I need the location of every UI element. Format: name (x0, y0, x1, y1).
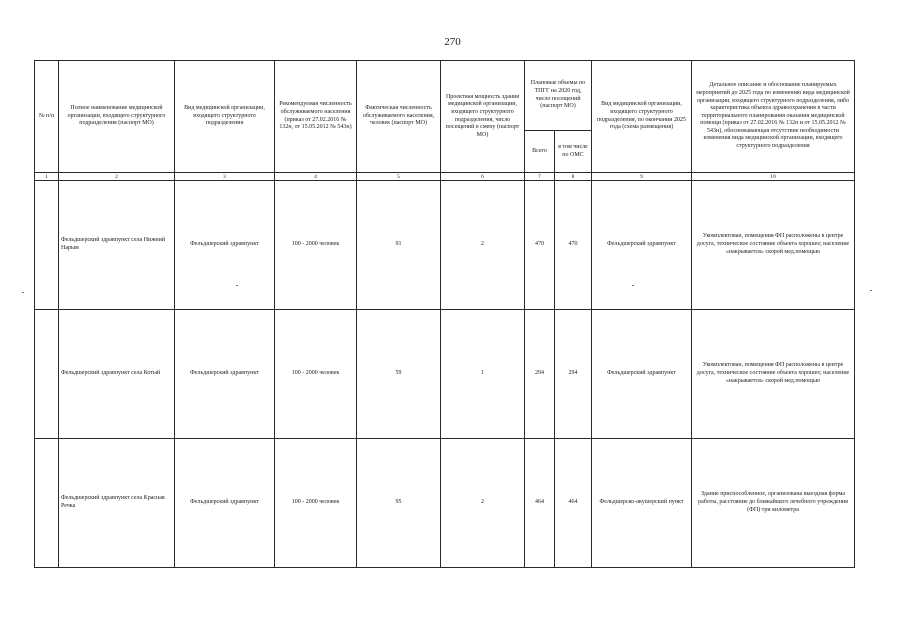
column-number: 5 (357, 173, 441, 181)
column-number: 6 (441, 173, 525, 181)
cell-kind-2025: Фельдшерский здравпункт (592, 181, 692, 310)
column-number: 8 (555, 173, 592, 181)
facilities-table (34, 60, 855, 568)
cell-capacity: 1 (441, 310, 525, 439)
scan-speck (632, 285, 634, 286)
header-oms: в том числе по ОМС (555, 131, 592, 173)
table-row (35, 310, 855, 439)
page-number: 270 (444, 36, 461, 48)
header-actual-population: Фактическая численность обслуживаемого населения, человек (паспорт МО) (357, 61, 441, 173)
cell-actual: 95 (357, 439, 441, 568)
header-planned-volumes: Плановые объемы по ТПГГ на 2020 год, число посещений (паспорт МО) (525, 61, 592, 131)
cell-oms: 294 (555, 310, 592, 439)
column-number: 7 (525, 173, 555, 181)
scan-speck (870, 290, 872, 291)
cell-total: 464 (525, 439, 555, 568)
cell-number (35, 439, 59, 568)
cell-number (35, 181, 59, 310)
cell-kind: Фельдшерский здравпункт (175, 439, 275, 568)
header-design-capacity: Проектная мощность здания медицинской организации, входящего структурного подразделения, число посещений в смену (паспорт МО) (441, 61, 525, 173)
cell-actual: 91 (357, 181, 441, 310)
cell-recommended: 100 - 2000 человек (275, 439, 357, 568)
column-number: 1 (35, 173, 59, 181)
table-row (35, 181, 855, 310)
cell-kind-2025: Фельдшерский здравпункт (592, 310, 692, 439)
cell-recommended: 100 - 2000 человек (275, 310, 357, 439)
scan-speck (22, 292, 24, 293)
cell-actual: 59 (357, 310, 441, 439)
column-number: 3 (175, 173, 275, 181)
cell-number (35, 310, 59, 439)
header-description: Детальное описание и обоснование планируемых мероприятий до 2025 года по изменению вида медицинской организации, входящего структурного подразделения, либо характеристика объекта здравоохранения в части территориального планирования оказания медицинской помощи (приказ от 27.02.2016 № 132н и от 15.05.2012 № 543н), обосновывающая отсутствие необходимости изменения вида медицинской организации, входящего структурного подразделения (692, 61, 855, 173)
column-number: 4 (275, 173, 357, 181)
cell-description: Укомплектован, помещения ФП расположены в центре досуга, техническое состояние объекта хорошее; население «накрывается» скорой мед.помощью (692, 310, 855, 439)
cell-description: Укомплектован, помещения ФП расположены в центре досуга, техническое состояние объекта хорошее; население «накрывается» скорой мед.помощью (692, 181, 855, 310)
header-number: № п/п (35, 61, 59, 173)
cell-kind: Фельдшерский здравпункт (175, 181, 275, 310)
scan-speck (236, 285, 238, 286)
cell-total: 470 (525, 181, 555, 310)
cell-total: 294 (525, 310, 555, 439)
header-org-type: Вид медицинской организации, входящего структурного подразделения (175, 61, 275, 173)
cell-oms: 470 (555, 181, 592, 310)
cell-capacity: 2 (441, 439, 525, 568)
column-number: 9 (592, 173, 692, 181)
cell-name: Фельдшерский здравпункт села Котый (59, 310, 175, 439)
cell-description: Здание приспособленное, организована выездная форма работы, расстояние до ближайшего лечебного учреждения (ФП) три километра (692, 439, 855, 568)
header-total: Всего (525, 131, 555, 173)
header-row (35, 61, 855, 131)
cell-kind: Фельдшерский здравпункт (175, 310, 275, 439)
cell-kind-2025: Фельдшерско-акушерский пункт (592, 439, 692, 568)
cell-name: Фельдшерский здравпункт села Красная Речка (59, 439, 175, 568)
header-recommended-population: Рекомендуемая численность обслуживаемого населения (приказ от 27.02.2016 № 132н, от 15.05.2012 № 543н) (275, 61, 357, 173)
column-number: 10 (692, 173, 855, 181)
cell-recommended: 100 - 2000 человек (275, 181, 357, 310)
cell-capacity: 2 (441, 181, 525, 310)
column-numbers-row (35, 173, 855, 181)
cell-oms: 464 (555, 439, 592, 568)
table-row (35, 439, 855, 568)
cell-name: Фельдшерский здравпункт села Нижний Нарым (59, 181, 175, 310)
header-full-name: Полное наименование медицинской организации, входящего структурного подразделения (паспорт МО) (59, 61, 175, 173)
header-org-type-2025: Вид медицинской организации, входящего структурного подразделения, по окончании 2025 года (схема размещения) (592, 61, 692, 173)
column-number: 2 (59, 173, 175, 181)
